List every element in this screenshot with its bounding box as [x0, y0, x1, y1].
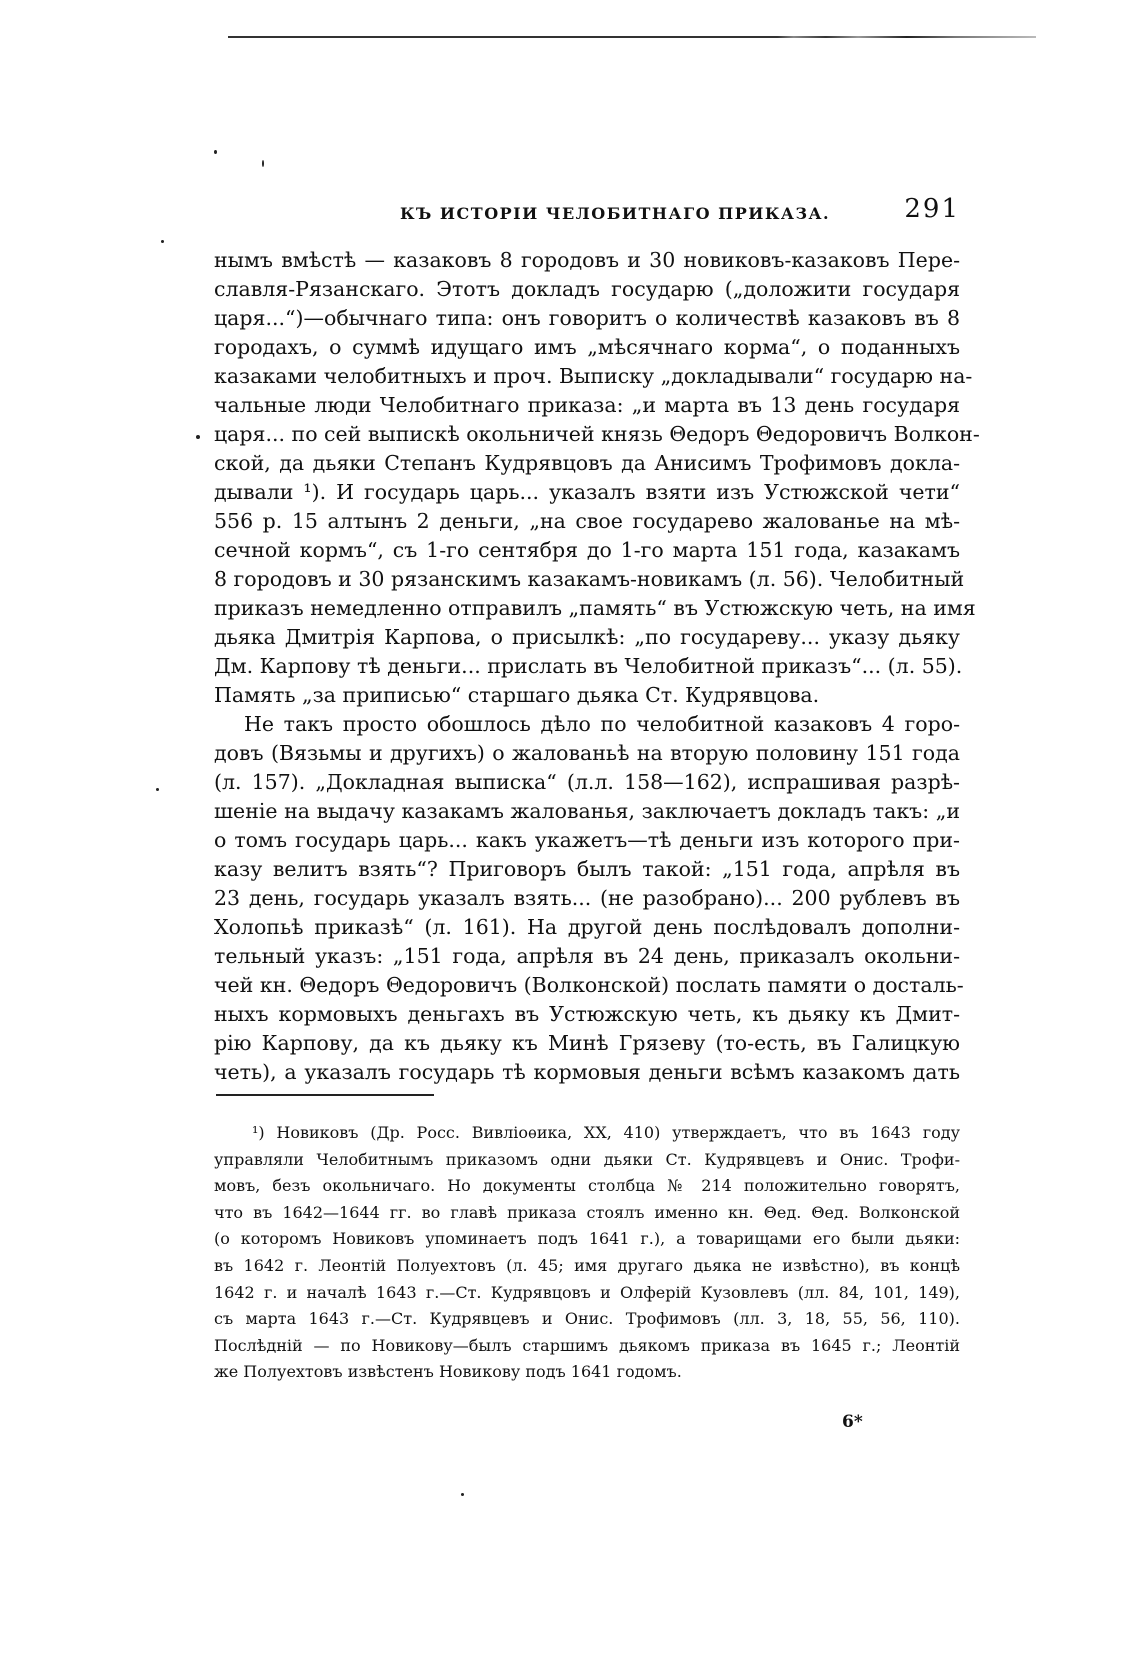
- text-line: довъ (Вязьмы и другихъ) о жалованьѣ на вторую половину 151 года: [214, 741, 960, 765]
- text-line: нымъ вмѣстѣ — казаковъ 8 городовъ и 30 новиковъ-казаковъ Пере-: [214, 248, 960, 272]
- text-line: дывали ¹). И государь царь... указалъ взяти изъ Устюжской чети“: [214, 480, 960, 504]
- footnote-line: что въ 1642—1644 гг. во главѣ приказа стоялъ именно кн. Θед. Θед. Волконской: [214, 1202, 960, 1222]
- text-line: шеніе на выдачу казакамъ жалованья, заключаетъ докладъ такъ: „и: [214, 799, 960, 823]
- text-line: чей кн. Θедоръ Θедоровичъ (Волконской) послать памяти о досталь-: [214, 973, 964, 997]
- running-title: КЪ ИСТОРІИ ЧЕЛОБИТНАГО ПРИКАЗА.: [400, 204, 831, 223]
- text-line: сечной кормъ“, съ 1-го сентября до 1-го марта 151 года, казакамъ: [214, 538, 960, 562]
- footnote-line: же Полуехтовъ извѣстенъ Новикову подъ 1641 годомъ.: [214, 1362, 682, 1382]
- footnote-line: съ марта 1643 г.—Ст. Кудрявцевъ и Онис. Трофимовъ (лл. 3, 18, 55, 56, 110).: [214, 1309, 960, 1329]
- text-line: ныхъ кормовыхъ деньгахъ въ Устюжскую четь, къ дьяку къ Дмит-: [214, 1002, 960, 1026]
- text-line: городахъ, о суммѣ идущаго имъ „мѣсячнаго корма“, о поданныхъ: [214, 335, 960, 359]
- page-number: 291: [904, 194, 960, 224]
- footnote: [214, 1120, 960, 1386]
- text-line: тельный указъ: „151 года, апрѣля въ 24 день, приказалъ окольни-: [214, 944, 960, 968]
- scan-edge-rule: [228, 36, 1036, 38]
- footnote-line: управляли Челобитнымъ приказомъ одни дьяки Ст. Кудрявцевъ и Онис. Трофи-: [214, 1149, 960, 1169]
- text-line: 8 городовъ и 30 рязанскимъ казакамъ-новикамъ (л. 56). Челобитный: [214, 567, 965, 591]
- text-line: (л. 157). „Докладная выписка“ (л.л. 158—162), испрашивая разрѣ-: [214, 770, 960, 794]
- text-line: рію Карпову, да къ дьяку къ Минѣ Грязеву (то-есть, въ Галицкую: [214, 1031, 960, 1055]
- printer-signature-mark: 6*: [842, 1412, 863, 1432]
- scan-speck: [214, 150, 217, 154]
- page-header: [210, 194, 960, 234]
- text-line: казаками челобитныхъ и проч. Выписку „докладывали“ государю на-: [214, 364, 973, 388]
- text-line: Не такъ просто обошлось дѣло по челобитной казаковъ 4 горо-: [244, 712, 960, 736]
- footnote-divider: [216, 1094, 434, 1096]
- footnote-line: мовъ, безъ окольничаго. Но документы столбца № 214 положительно говорятъ,: [214, 1176, 960, 1196]
- text-line: царя... по сей выпискѣ окольничей князь Θедоръ Θедоровичъ Волкон-: [214, 422, 980, 446]
- text-line: 556 р. 15 алтынъ 2 деньги, „на свое государево жалованье на мѣ-: [214, 509, 960, 533]
- scan-speck: [156, 788, 159, 791]
- text-line: славля-Рязанскаго. Этотъ докладъ государю („доложити государя: [214, 277, 960, 301]
- footnote-line: ¹) Новиковъ (Др. Росс. Вивліоѳика, XX, 410) утверждаетъ, что въ 1643 году: [252, 1123, 960, 1142]
- footnote-line: въ 1642 г. Леонтій Полуехтовъ (л. 45; имя другаго дьяка не извѣстно), въ концѣ: [214, 1255, 960, 1275]
- text-line: приказъ немедленно отправилъ „память“ въ Устюжскую четь, на имя: [214, 596, 976, 620]
- text-line: Холопьѣ приказѣ“ (л. 161). На другой день послѣдовалъ дополни-: [214, 915, 960, 939]
- text-line: о томъ государь царь... какъ укажетъ—тѣ деньги изъ которого при-: [214, 828, 960, 852]
- text-line: царя...“)—обычнаго типа: онъ говоритъ о количествѣ казаковъ въ 8: [214, 306, 960, 330]
- footnote-line: Послѣдній — по Новикову—былъ старшимъ дьякомъ приказа въ 1645 г.; Леонтій: [214, 1335, 960, 1355]
- text-line: чальные люди Челобитнаго приказа: „и марта въ 13 день государя: [214, 393, 960, 417]
- text-line: 23 день, государь указалъ взять... (не разобрано)... 200 рублевъ въ: [214, 886, 960, 910]
- text-line: Дм. Карпову тѣ деньги... прислать въ Челобитной приказъ“... (л. 55).: [214, 654, 963, 678]
- text-line: дьяка Дмитрія Карпова, о присылкѣ: „по государеву... указу дьяку: [214, 625, 960, 649]
- scan-speck: [196, 435, 200, 439]
- footnote-line: 1642 г. и началѣ 1643 г.—Ст. Кудрявцовъ и Олферій Кузовлевъ (лл. 84, 101, 149),: [214, 1282, 960, 1302]
- footnote-line: (о которомъ Новиковъ упоминаетъ подъ 1641 г.), а товарищами его были дьяки:: [214, 1229, 960, 1249]
- text-line: четь), а указалъ государь тѣ кормовыя деньги всѣмъ казакомъ дать: [214, 1060, 960, 1084]
- scan-speck: [161, 240, 164, 243]
- text-line: ской, да дьяки Степанъ Кудрявцовъ да Анисимъ Трофимовъ докла-: [214, 451, 960, 475]
- main-text: [214, 246, 980, 1087]
- scan-speck: [262, 160, 264, 167]
- text-line: Память „за приписью“ старшаго дьяка Ст. Кудрявцова.: [214, 683, 820, 707]
- scan-speck: [461, 1493, 464, 1496]
- text-line: казу велитъ взять“? Приговоръ былъ такой: „151 года, апрѣля въ: [214, 857, 960, 881]
